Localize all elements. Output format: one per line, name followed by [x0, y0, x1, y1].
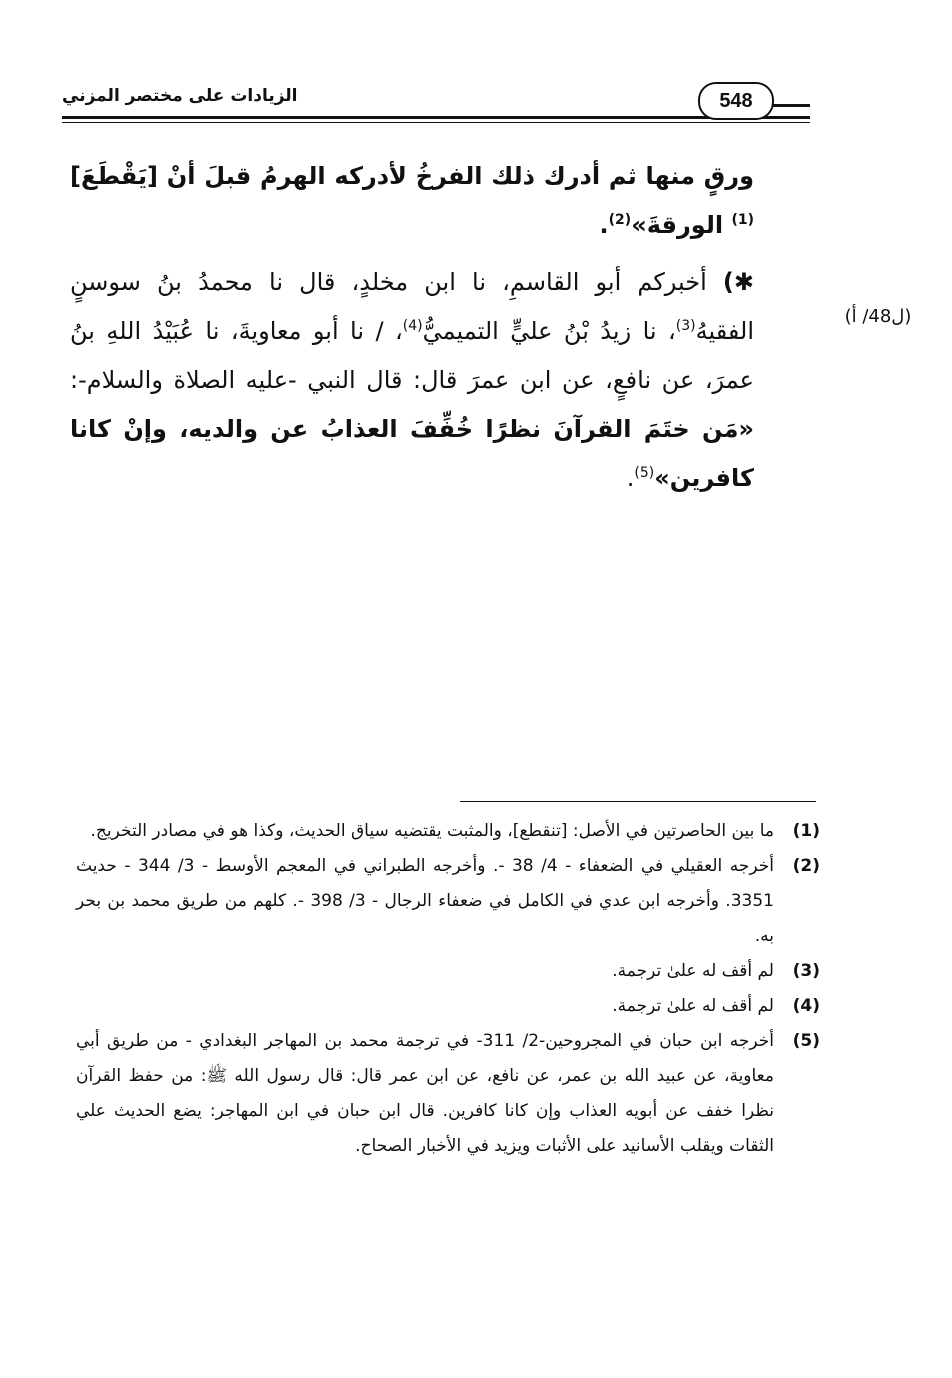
p1-tail: الورقةَ» [631, 211, 732, 239]
header-rule-right [772, 104, 810, 107]
footnote-ref-2[interactable]: (2) [608, 212, 632, 228]
running-title: الزيادات على مختصر المزني [62, 86, 298, 106]
footnote-separator [460, 801, 816, 802]
footnote-ref-1[interactable]: (1) [731, 212, 754, 228]
footnote-text: أخرجه العقيلي في الضعفاء - 4/ 38 -. وأخرجه الطبراني في المعجم الأوسط - 3/ 344 - حديث 3351. وأخرجه ابن عدي في الكامل في ضعفاء الرجال - 3/ 398 -. كلهم من طريق محمد بن بحر به. [76, 856, 774, 946]
footnote-ref-4[interactable]: (4) [402, 318, 423, 334]
footnote-number: (2) [792, 856, 820, 876]
p2-chain-a: أخبركم أبو القاسمِ، نا ابن مخلدٍ، قال نا محمدُ بنُ سوسنٍ الفقيهُ [70, 268, 754, 345]
footnote-number: (5) [792, 1031, 820, 1051]
p1-text: ورقٍ منها ثم أدرك ذلك الفرخُ لأدركه الهرمُ قبلَ أنْ [يَقْطَعَ] [70, 162, 754, 190]
footnote-text: أخرجه ابن حبان في المجروحين-2/ 311- في ترجمة محمد بن المهاجر البغدادي - من طريق أبي معاوية، عن عبيد الله بن عمر، عن نافع، عن ابن عمر قال: قال رسول الله ﷺ: من حفظ القرآن نظرا خفف عن أبويه العذاب وإن كانا كافرين. قال ابن حبان في ابن المهاجر: يضع الحديث علي الثقات ويقلب الأسانيد على الأثبات ويزيد في الأخبار الصحاح. [76, 1031, 774, 1156]
footnote-item [76, 814, 820, 849]
p2-end: . [626, 464, 635, 492]
hadith-star-marker: ✱) [722, 268, 754, 296]
hadith-quote: «مَن ختَمَ القرآنَ نظرًا خُفِّفَ العذابُ عن والديه، وإنْ كانا كافرين» [70, 415, 754, 492]
p2-chain-b: ، نا زيدُ بْنُ عليٍّ التميميُّ [422, 317, 676, 345]
manuscript-folio-note: (ل48/ أ) [844, 306, 912, 327]
footnote-ref-5[interactable]: (5) [634, 465, 655, 481]
paragraph-1 [70, 152, 754, 250]
footnote-text: ما بين الحاصرتين في الأصل: [تنقطع]، والمثبت يقتضيه سياق الحديث، وكذا هو في مصادر التخريج. [90, 821, 774, 841]
footnote-number: (3) [792, 961, 820, 981]
footnote-item [76, 989, 820, 1024]
footnotes [76, 814, 820, 1164]
header-rule-thin [62, 122, 810, 123]
page-header [62, 78, 810, 134]
footnote-number: (1) [792, 821, 820, 841]
header-rule-thick [62, 116, 810, 119]
paragraph-2 [70, 258, 754, 503]
footnote-number: (4) [792, 996, 820, 1016]
footnote-ref-3[interactable]: (3) [675, 318, 696, 334]
p2-chain-c: ، / نا أبو معاويةَ، نا عُبَيْدُ اللهِ بنُ عمرَ، عن نافعٍ، عن ابن عمرَ قال: قال النبي -عليه الصلاة والسلام-: [70, 317, 754, 394]
main-text [70, 152, 754, 511]
footnote-text: لم أقف له علىٰ ترجمة. [612, 961, 774, 981]
footnote-text: لم أقف له علىٰ ترجمة. [612, 996, 774, 1016]
footnote-item [76, 849, 820, 954]
p1-end: . [599, 211, 609, 239]
page-number-badge: 548 [698, 82, 774, 120]
footnote-item [76, 954, 820, 989]
footnote-item [76, 1024, 820, 1164]
